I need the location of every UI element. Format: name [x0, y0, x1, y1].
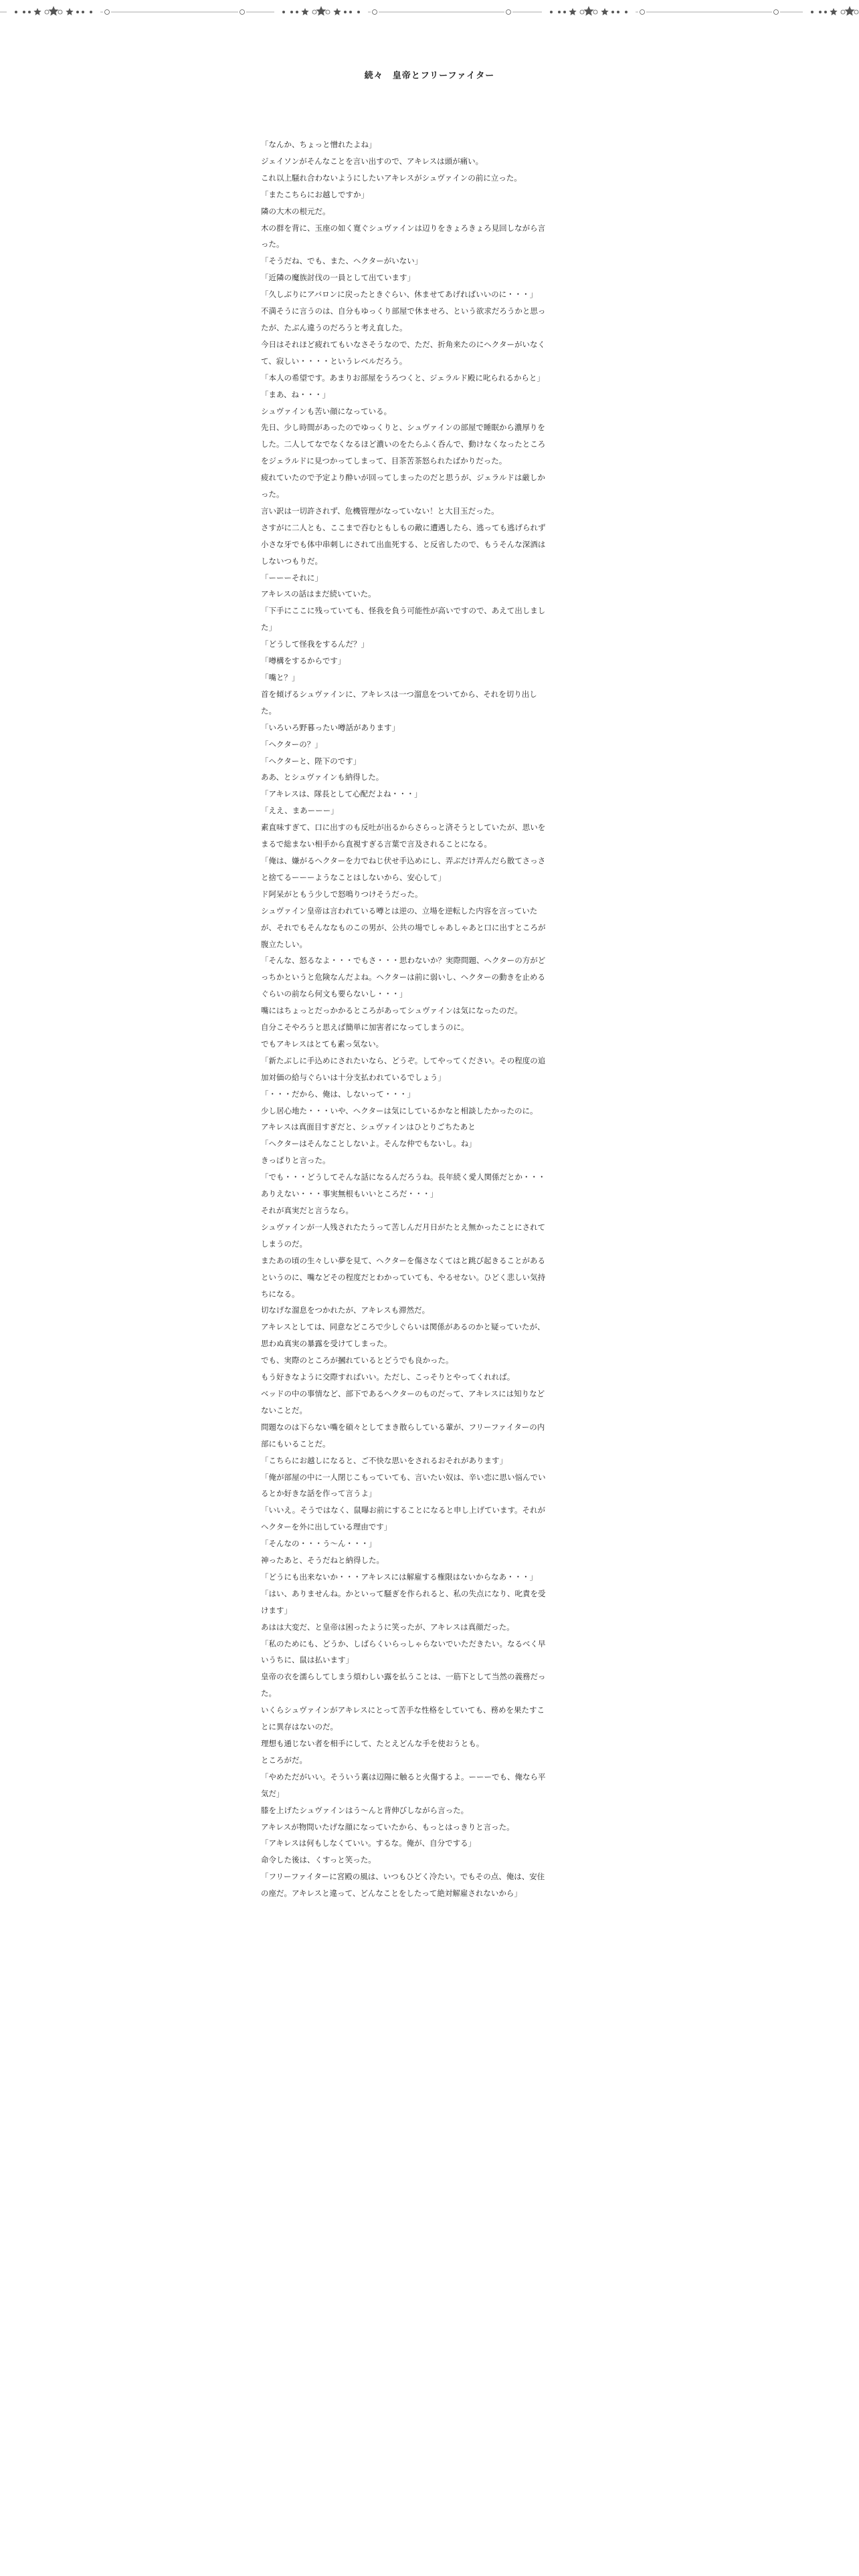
story-paragraph: でも、実際のところが摑れているとどうでも良かった。	[261, 1356, 454, 1366]
story-paragraph: 嘴にはちょっとだっかかるところがあってシュヴァインは気になったのだ。	[261, 1006, 522, 1016]
story-paragraph: あはは大変だ、と皇帝は困ったように笑ったが、アキレスは真顔だった。	[261, 1622, 514, 1632]
story-body	[261, 136, 546, 1902]
story-paragraph: 「ヘクターの？」	[261, 739, 322, 749]
story-paragraph: 神ったあと、そうだねと納得した。	[261, 1555, 384, 1566]
story-paragraph: 今日はそれほど疲れてもいなさそうなので、ただ、折角来たのにヘクターがいなくて、寂しい・・・・というレベルだろう。	[261, 339, 546, 366]
story-paragraph: 「なんか、ちょっと憎れたよね」	[261, 140, 377, 149]
story-paragraph: 「俺が部屋の中に一人閉じこもっていても、言いたい奴は、辛い恋に思い悩んでいるとか好きな話を作って言うよ」	[261, 1472, 546, 1499]
story-paragraph: アキレスとしては、同意などころで少しぐらいは関係があるのかと疑っていたが、思わぬ真実の暴露を受けてしまった。	[261, 1322, 545, 1349]
story-paragraph: 「どうして怪我をするんだ？」	[261, 639, 369, 649]
story-paragraph: 不満そうに言うのは、自分もゆっくり部屋で休ませろ、という欲求だろうかと思ったが、たぶん違うのだろうと考え直した。	[261, 306, 546, 332]
story-paragraph: 「嘴と？」	[261, 673, 300, 682]
story-paragraph: 切なげな溜息をつかれたが、アキレスも滞然だ。	[261, 1305, 430, 1315]
story-paragraph: ところがだ。	[261, 1755, 307, 1765]
story-paragraph: 「新たぶしに手込めにされたいなら、どうぞ。してやってください。その程度の追加対価の給与ぐらいは十分支払われているでしょう」	[261, 1055, 546, 1082]
ornamental-flourish-icon	[0, 6, 859, 17]
story-paragraph: 「そんなの・・・う～ん・・・」	[261, 1539, 377, 1549]
story-paragraph: 「アキレスは、隊長として心配だよね・・・」	[261, 789, 422, 799]
story-paragraph: 「久しぶりにアバロンに戻ったときぐらい、休ませてあげればいいのに・・・」	[261, 290, 538, 300]
story-paragraph: 「またこちらにお越しですか」	[261, 189, 369, 199]
story-paragraph: 素直味すぎて、口に出すのも反吐が出るからさらっと済そうとしていたが、思いをまるで総まない相手から直視すぎる言葉で言及されることになる。	[261, 823, 546, 849]
story-paragraph: 「下手にここに残っていても、怪我を負う可能性が高いですので、あえて出しました」	[261, 606, 546, 633]
story-paragraph: 疲れていたので予定より酔いが回ってしまったのだと思うが、ジェラルドは厳しかった。	[261, 473, 545, 500]
story-paragraph: 言い訳は一切許されず、危機管理がなっていない！と大目玉だった。	[261, 506, 499, 516]
story-paragraph: シュヴァインも苦い顔になっている。	[261, 406, 392, 416]
story-paragraph: 「いろいろ野暮ったい噂話があります」	[261, 722, 399, 732]
story-paragraph: ジェイソンがそんなことを言い出すので、アキレスは頭が痛い。	[261, 156, 484, 166]
story-paragraph: 「そんな、怒るなよ・・・でもさ・・・思わないか？実際問題、ヘクターの方がどっちかというと危険なんだよね。ヘクターは前に弱いし、ヘクターの動きを止めるぐらいの前なら何文も要らないし・・・」	[261, 956, 546, 999]
story-paragraph: 問題なのは下らない嘴を碩々としてまき散らしている輩が、フリーファイターの内部にもいることだ。	[261, 1422, 545, 1448]
story-paragraph: 首を傾げるシュヴァインに、アキレスは一つ溜息をついてから、それを切り出した。	[261, 689, 537, 716]
story-paragraph: アキレスの話はまだ続いていた。	[261, 589, 376, 599]
story-paragraph: いくらシュヴァインがアキレスにとって苦手な性格をしていても、務めを果たすことに異存はないのだ。	[261, 1705, 545, 1732]
story-paragraph: 「ええ、まあーーー」	[261, 806, 339, 816]
story-paragraph: 「そうだね、でも、また、ヘクターがいない」	[261, 256, 423, 266]
story-paragraph: 皇帝の衣を濡らしてしまう煩わしい露を払うことは、一筋下として当然の義務だった。	[261, 1672, 546, 1699]
story-paragraph: 「アキレスは何もしなくていい。するな。俺が、自分でする」	[261, 1838, 476, 1848]
story-paragraph: それが真実だと言うなら。	[261, 1206, 353, 1215]
ornamental-top-border	[0, 4, 859, 20]
story-paragraph: 「本人の希望です。あまりお部屋をうろつくと、ジェラルド殿に叱られるからと」	[261, 372, 545, 383]
story-paragraph: 「・・・だから、俺は、しないって・・・」	[261, 1089, 415, 1099]
story-paragraph: きっぱりと言った。	[261, 1156, 330, 1166]
story-paragraph: 命令した後は、くすっと笑った。	[261, 1855, 376, 1865]
story-paragraph: 「ヘクターはそんなことしないよ。そんな仲でもないし。ね」	[261, 1139, 476, 1149]
story-paragraph: 「まあ、ね・・・」	[261, 389, 330, 399]
story-paragraph: 「こちらにお越しになると、ご不快な思いをされるおそれがあります」	[261, 1455, 507, 1465]
story-paragraph: ド阿呆がともう少しで怒鳴りつけそうだった。	[261, 889, 423, 899]
story-paragraph: ああ、とシュヴァインも納得した。	[261, 772, 384, 782]
page-title: 続々 皇帝とフリーファイター	[364, 71, 495, 81]
story-paragraph: さすがに二人とも、ここまで吞むともしもの敵に遭遇したら、逃っても逃げられず小さな牙でも体中串刺しにされて出血死する、と反省したので、もうそんな深酒はしないつもりだ。	[261, 522, 546, 566]
story-paragraph: 隣の大木の根元だ。	[261, 206, 330, 216]
story-paragraph: 「ヘクターと、陛下のです」	[261, 756, 361, 766]
story-paragraph: 「私のためにも、どうか、しばらくいらっしゃらないでいただきたい。なるべく早いうちに、鼠は払います」	[261, 1638, 546, 1665]
story-paragraph: 自分こそやろうと思えば簡単に加害者になってしまうのに。	[261, 1023, 469, 1033]
story-paragraph: ベッドの中の事情など、部下であるヘクターのものだって、アキレスには知りなどないことだ。	[261, 1388, 545, 1415]
story-paragraph: 「ーーーそれに」	[261, 572, 322, 582]
story-paragraph: でもアキレスはとても素っ気ない。	[261, 1039, 384, 1049]
story-paragraph: 「やめただがいい。そういう裏は辺陽に触ると火傷するよ。ーーーでも、俺なら平気だ」	[261, 1772, 546, 1798]
story-paragraph: シュヴァインが一人残されたたうって苦しんだ月日がたとえ無かったことにされてしまうのだ。	[261, 1222, 546, 1249]
story-paragraph: 「フリーファイターに宮殿の風は、いつもひどく冷たい。でもその点、俺は、安住の座だ。アキレスと違って、どんなことをしたって絶対解雇されないから」	[261, 1872, 545, 1899]
story-paragraph: 先日、少し時間があったのでゆっくりと、シュヴァインの部屋で睡眠から濃厚りをした。二人してなでなくなるほど濃いのをたらふく呑んで、動けなくなったところをジェラルドに見つかってしまって、目茶苦茶怒られたばかりだった。	[261, 423, 546, 466]
story-paragraph: 「はい、ありませんね。かといって騒ぎを作られると、私の失点になり、叱責を受けます」	[261, 1588, 546, 1615]
story-paragraph: 「近隣の魔族討伐の一員として出ています」	[261, 273, 415, 283]
story-paragraph: 「俺は、嫌がるヘクターを力でねじ伏せ手込めにし、弄ぶだけ弄んだら散てさっさと捨てるーーーようなことはしないから、安心して」	[261, 855, 546, 882]
story-paragraph: 木の群を背に、玉座の如く寛ぐシュヴァインは辺りをきょろきょろ見回しながら言った。	[261, 223, 546, 249]
story-paragraph: 少し居心地た・・・いや、ヘクターは気にしているかなと相談したかったのに。	[261, 1105, 538, 1115]
story-paragraph: シュヴァイン皇帝は言われている噂とは逆の、立場を逆転した内容を言っていたが、それでもそんななものこの男が、公共の場でしゃあしゃあと口に出すところが腹立たしい。	[261, 905, 546, 949]
story-paragraph: またあの頃の生々しい夢を見て、ヘクターを傷さなくてはと跳び起きることがあるというのに、嘴などその程度だとわかっていても、やるせない。ひどく悲しい気持ちになる。	[261, 1255, 546, 1299]
story-paragraph: 「どうにも出来ないか・・・アキレスには解雇する権限はないからなあ・・・」	[261, 1572, 538, 1582]
story-paragraph: 「いいえ。そうではなく、鼠曝お前にすることになると申し上げています。それがヘクターを外に出している理由です」	[261, 1505, 546, 1532]
story-paragraph: これ以上騒れ合わないようにしたいアキレスがシュヴァインの前に立った。	[261, 173, 522, 183]
story-paragraph: アキレスは真面目すぎだと、シュヴァインはひとりごちたあと	[261, 1122, 476, 1132]
story-paragraph: アキレスが物問いたげな顔になっていたから、もっとはっきりと言った。	[261, 1822, 514, 1832]
story-paragraph: もう好きなように交際すればいい。ただし、こっそりとやってくれれば。	[261, 1372, 515, 1382]
story-paragraph: 「でも・・・どうしてそんな話になるんだろうね。長年続く愛人関係だとか・・・ありえない・・・事実無根もいいところだ・・・」	[261, 1172, 546, 1199]
story-paragraph: 「噂構をするからです」	[261, 656, 346, 666]
story-paragraph: 理想も通じない者を相手にして、たとえどんな手を使おうとも。	[261, 1739, 484, 1748]
story-paragraph: 膝を上げたシュヴァインはう～んと背伸びしながら言った。	[261, 1805, 469, 1815]
